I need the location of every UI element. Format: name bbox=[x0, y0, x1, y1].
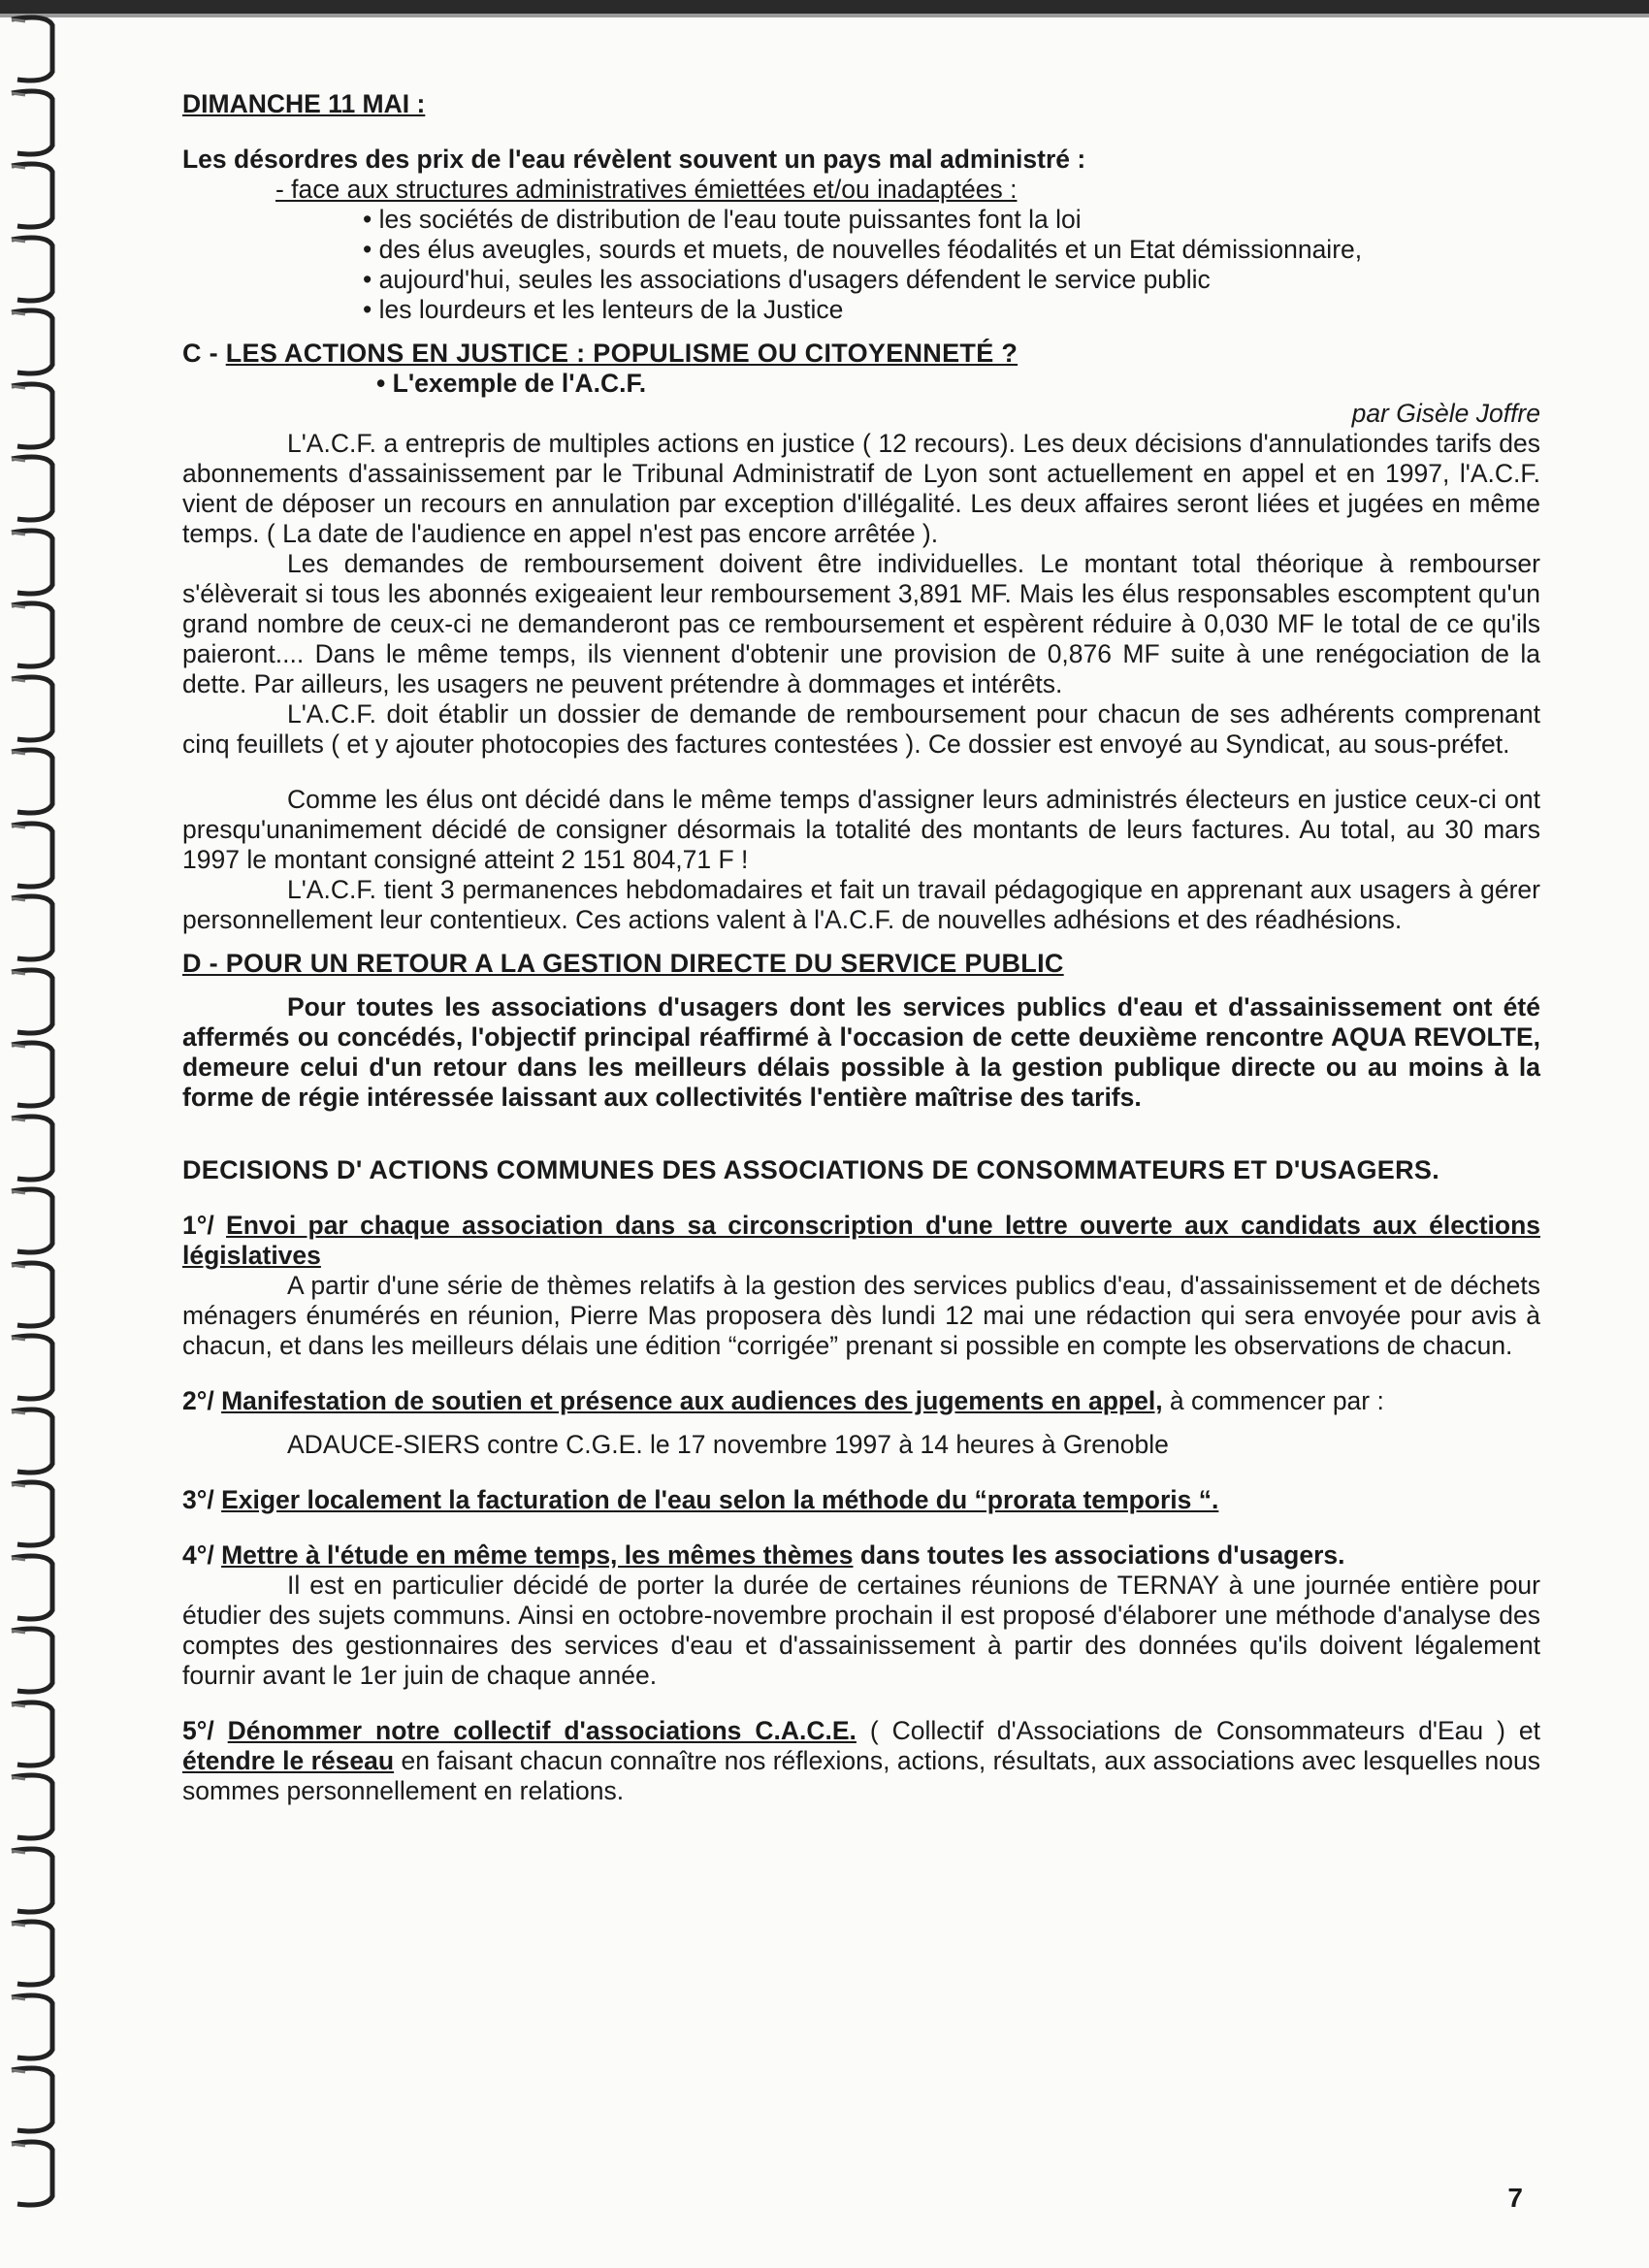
binding-ring bbox=[8, 671, 68, 747]
binding-ring bbox=[8, 891, 68, 966]
decision-1-title: Envoi par chaque association dans sa circonscription d'une lettre ouverte aux candidats aux élections législatives bbox=[182, 1211, 1540, 1270]
binding-ring bbox=[8, 1990, 68, 2065]
binding-ring bbox=[8, 964, 68, 1040]
section-d-heading: D - POUR UN RETOUR A LA GESTION DIRECTE DU SERVICE PUBLIC bbox=[182, 949, 1064, 978]
document-page bbox=[182, 89, 1540, 1806]
decision-5-mid: ( Collectif d'Associations de Consommateurs d'Eau ) et bbox=[856, 1716, 1540, 1745]
binding-ring bbox=[8, 1257, 68, 1333]
decision-5 bbox=[182, 1716, 1540, 1806]
decision-3-heading bbox=[182, 1485, 1540, 1515]
binding-ring bbox=[8, 525, 68, 600]
binding-ring bbox=[8, 85, 68, 161]
intro-subtitle: - face aux structures administratives émiettées et/ou inadaptées : bbox=[275, 175, 1018, 204]
binding-ring bbox=[8, 1623, 68, 1699]
section-c-title: LES ACTIONS EN JUSTICE : POPULISME OU CITOYENNETÉ ? bbox=[225, 339, 1018, 368]
decision-5-title: Dénommer notre collectif d'associations C.A.C.E. bbox=[227, 1716, 857, 1745]
binding-ring bbox=[8, 1330, 68, 1406]
intro-list bbox=[182, 205, 1540, 325]
decision-number: 1°/ bbox=[182, 1211, 214, 1240]
decision-4-heading bbox=[182, 1540, 1540, 1571]
page-number: 7 bbox=[1507, 2183, 1523, 2213]
paragraph: L'A.C.F. tient 3 permanences hebdomadaires et fait un travail pédagogique en apprenant aux usagers à gérer personnellement leur contentieux. Ces actions valent à l'A.C.F. de nouvelles adhésions et des réadhésions. bbox=[182, 875, 1540, 934]
binding-ring bbox=[8, 1843, 68, 1919]
paragraph: L'A.C.F. a entrepris de multiples actions en justice ( 12 recours). Les deux décisions d'annulationdes tarifs des abonnements d'assainissement par le Tribunal Administratif de Lyon sont actuellement en appel et en 1997, l'A.C.F. vient de déposer un recours en annulation par exception d'illégalité. Les deux affaires seront liées et jugées en même temps. ( La date de l'audience en appel n'est pas encore arrêtée ). bbox=[182, 429, 1540, 548]
list-item: • aujourd'hui, seules les associations d'usagers défendent le service public bbox=[182, 265, 1540, 295]
binding-ring bbox=[8, 2136, 68, 2212]
section-c-heading bbox=[182, 339, 1540, 369]
decision-2-title: Manifestation de soutien et présence aux audiences des jugements en appel, bbox=[221, 1386, 1163, 1415]
binding-ring bbox=[8, 1404, 68, 1479]
binding-ring bbox=[8, 1697, 68, 1772]
decision-2-detail: ADAUCE-SIERS contre C.G.E. le 17 novembre 1997 à 14 heures à Grenoble bbox=[287, 1430, 1169, 1459]
decisions-heading: DECISIONS D' ACTIONS COMMUNES DES ASSOCIATIONS DE CONSOMMATEURS ET D'USAGERS. bbox=[182, 1155, 1440, 1184]
binding-ring bbox=[8, 12, 68, 87]
decision-3-title: Exiger localement la facturation de l'eau selon la méthode du “prorata temporis “. bbox=[221, 1485, 1219, 1514]
decision-4-title: Mettre à l'étude en même temps, les mêmes thèmes bbox=[221, 1540, 854, 1570]
decision-5-title-2: étendre le réseau bbox=[182, 1746, 395, 1775]
binding-ring bbox=[8, 1769, 68, 1845]
decision-4-tail: dans toutes les associations d'usagers. bbox=[853, 1540, 1345, 1570]
decision-1-heading bbox=[182, 1211, 1540, 1271]
binding-ring bbox=[8, 1111, 68, 1186]
binding-ring bbox=[8, 232, 68, 308]
author-signature: par Gisèle Joffre bbox=[1351, 399, 1540, 428]
section-c-subtitle: • L'exemple de l'A.C.F. bbox=[376, 369, 647, 398]
paragraph: Les demandes de remboursement doivent être individuelles. Le montant total théorique à rembourser s'élèverait si tous les abonnés exigeaient leur remboursement 3,891 MF. Mais les élus responsables escomptent qu'un grand nombre de ceux-ci ne demanderont pas ce remboursement et espèrent réduire à 0,030 MF le total de ce qu'ils paieront.... Dans le même temps, ils viennent d'obtenir une provision de 0,876 MF suite à une renégociation de la dette. Par ailleurs, les usagers ne peuvent prétendre à dommages et intérêts. bbox=[182, 549, 1540, 698]
binding-ring bbox=[8, 2062, 68, 2138]
binding-ring bbox=[8, 1916, 68, 1992]
binding-ring bbox=[8, 158, 68, 234]
decision-number: 4°/ bbox=[182, 1540, 214, 1570]
scan-top-edge bbox=[0, 0, 1649, 14]
binding-ring bbox=[8, 1476, 68, 1552]
paragraph: Pour toutes les associations d'usagers dont les services publics d'eau et d'assainissement ont été affermés ou concédés, l'objectif principal réaffirmé à l'occasion de cette deuxième rencontre AQUA REVOLTE, demeure celui d'un retour dans les meilleurs délais possible à la gestion publique directe ou au moins à la forme de régie intéressée laissant aux collectivités l'entière maîtrise des tarifs. bbox=[182, 992, 1540, 1112]
decision-2-tail: à commencer par : bbox=[1162, 1386, 1384, 1415]
binding-ring bbox=[8, 1037, 68, 1113]
binding-ring bbox=[8, 818, 68, 893]
binding-ring bbox=[8, 744, 68, 820]
paragraph: Il est en particulier décidé de porter la durée de certaines réunions de TERNAY à une journée entière pour étudier des sujets communs. Ainsi en octobre-novembre prochain il est proposé d'élaborer une méthode d'analyse des comptes des gestionnaires des services d'eau et d'assainissement à partir des données qu'ils doivent légalement fournir avant le 1er juin de chaque année. bbox=[182, 1571, 1540, 1690]
decision-number: 2°/ bbox=[182, 1386, 214, 1415]
section-c-prefix: C - bbox=[182, 339, 218, 368]
binding-ring bbox=[8, 1550, 68, 1626]
paragraph: L'A.C.F. doit établir un dossier de demande de remboursement pour chacun de ses adhérents comprenant cinq feuillets ( et y ajouter photocopies des factures contestées ). Ce dossier est envoyé au Syndicat, au sous-préfet. bbox=[182, 699, 1540, 759]
binding-ring bbox=[8, 598, 68, 673]
decision-number: 5°/ bbox=[182, 1716, 214, 1745]
date-heading: DIMANCHE 11 MAI : bbox=[182, 89, 426, 118]
list-item: • des élus aveugles, sourds et muets, de nouvelles féodalités et un Etat démissionnaire, bbox=[182, 235, 1540, 265]
intro-title: Les désordres des prix de l'eau révèlent souvent un pays mal administré : bbox=[182, 145, 1086, 174]
decision-number: 3°/ bbox=[182, 1485, 214, 1514]
paragraph: Comme les élus ont décidé dans le même temps d'assigner leurs administrés électeurs en justice ceux-ci ont presqu'unanimement décidé de consigner désormais la totalité des montants de leurs factures. Au total, au 30 mars 1997 le montant consigné atteint 2 151 804,71 F ! bbox=[182, 785, 1540, 874]
binding-ring bbox=[8, 451, 68, 527]
paragraph: A partir d'une série de thèmes relatifs à la gestion des services publics d'eau, d'assainissement et de déchets ménagers énumérés en réunion, Pierre Mas proposera dès lundi 12 mai une rédaction qui sera envoyée pour avis à chacun, et dans les meilleurs délais une édition “corrigée” prenant si possible en compte les observations de chacun. bbox=[182, 1271, 1540, 1360]
scan-top-shadow bbox=[0, 14, 1649, 17]
binding-ring bbox=[8, 378, 68, 454]
list-item: • les lourdeurs et les lenteurs de la Justice bbox=[182, 295, 1540, 325]
decision-5-tail: en faisant chacun connaître nos réflexions, actions, résultats, aux associations avec lesquelles nous sommes personnellement en relations. bbox=[182, 1746, 1540, 1805]
decision-2-heading bbox=[182, 1386, 1540, 1416]
binding-ring bbox=[8, 305, 68, 380]
binding-ring bbox=[8, 1183, 68, 1259]
list-item: • les sociétés de distribution de l'eau toute puissantes font la loi bbox=[182, 205, 1540, 235]
